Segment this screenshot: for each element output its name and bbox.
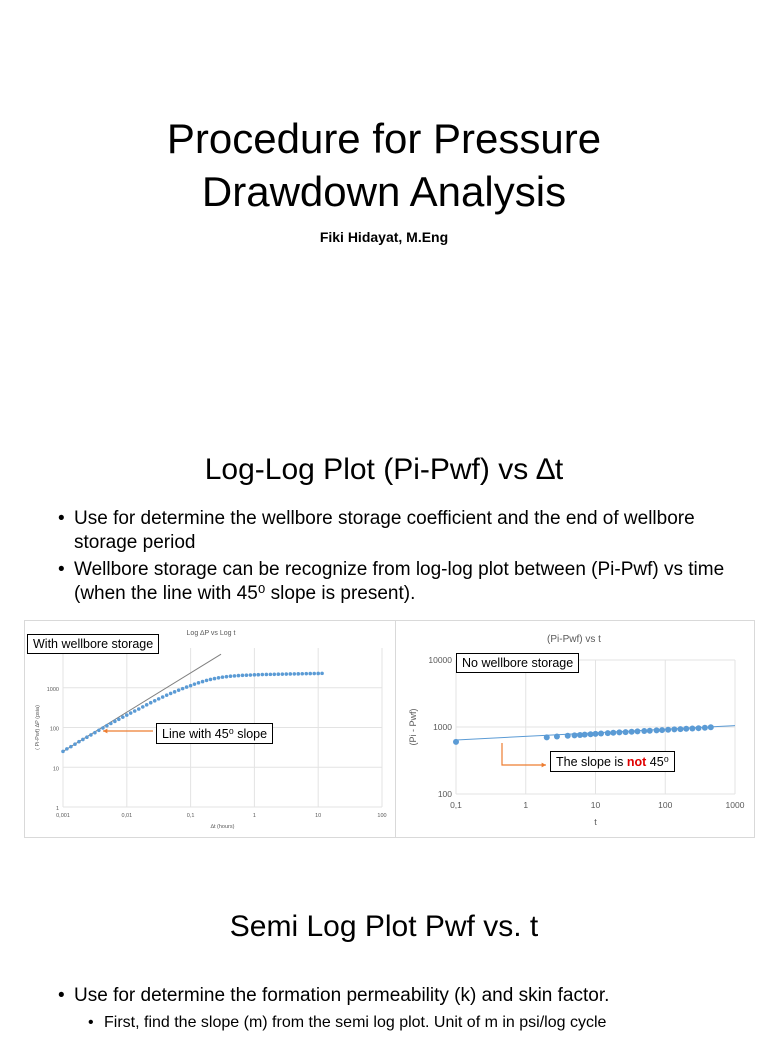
- data-point: [683, 726, 689, 732]
- bullet-item: • Use for determine the formation permeability (k) and skin factor.: [58, 984, 748, 1008]
- slide2-bullets: [58, 507, 748, 609]
- data-point: [641, 728, 647, 734]
- data-point: [65, 747, 69, 751]
- data-point: [221, 675, 225, 679]
- data-point: [598, 730, 604, 736]
- data-point: [572, 732, 578, 738]
- y-tick-label: 100: [49, 726, 59, 733]
- slide2-title: Log-Log Plot (Pi-Pwf) vs ∆t: [204, 453, 564, 486]
- data-point: [173, 690, 177, 694]
- data-point: [233, 674, 237, 678]
- data-point: [623, 729, 629, 735]
- callout-text-emphasis: not: [626, 755, 647, 769]
- data-point: [702, 725, 708, 731]
- slide3-sub-bullets: [88, 1011, 768, 1038]
- data-point: [296, 672, 300, 676]
- data-point: [201, 680, 205, 684]
- data-point: [81, 738, 85, 742]
- data-point: [312, 672, 316, 676]
- data-point: [157, 697, 161, 701]
- data-point: [634, 728, 640, 734]
- data-point: [125, 713, 129, 717]
- callout-no-wellbore-storage: No wellbore storage: [456, 653, 579, 673]
- slide3-title: Semi Log Plot Pwf vs. t: [229, 910, 539, 943]
- y-tick-label: 1000: [433, 722, 452, 732]
- data-point: [217, 676, 221, 680]
- data-point: [629, 729, 635, 735]
- data-point: [292, 672, 296, 676]
- callout-arrow-right: [502, 743, 546, 765]
- data-point: [89, 733, 93, 737]
- data-point: [272, 672, 276, 676]
- x-tick-label: 1: [523, 800, 529, 810]
- data-point: [161, 695, 165, 699]
- data-point: [137, 707, 141, 711]
- data-point: [610, 730, 616, 736]
- x-tick-label: 0,1: [186, 813, 195, 819]
- data-point: [269, 673, 273, 677]
- data-point: [113, 720, 117, 724]
- data-point: [141, 705, 145, 709]
- data-point: [177, 688, 181, 692]
- data-point: [605, 730, 611, 736]
- y-axis-label: (Pi - Pwf): [408, 708, 418, 746]
- data-point: [185, 685, 189, 689]
- data-point: [237, 674, 241, 678]
- data-point: [229, 674, 233, 678]
- author-name: Fiki Hidayat, M.Eng: [319, 229, 449, 245]
- data-point: [189, 684, 193, 688]
- data-point: [265, 673, 269, 677]
- x-axis-label: ∆t (hours): [210, 824, 235, 830]
- data-point: [97, 729, 101, 733]
- data-point: [665, 727, 671, 733]
- data-point: [593, 731, 599, 737]
- data-point: [213, 677, 217, 681]
- slide3-bullets: [58, 984, 748, 1011]
- data-point: [77, 740, 81, 744]
- data-point: [129, 711, 133, 715]
- pi-pwf-chart-panel: [395, 620, 755, 838]
- data-point: [554, 734, 560, 740]
- data-point: [565, 733, 571, 739]
- data-point: [320, 672, 324, 676]
- y-axis-label: ( Pi-Pwf) ∆P (psia): [35, 705, 41, 750]
- data-point: [105, 724, 109, 728]
- y-tick-label: 100: [437, 789, 452, 799]
- slide-title-line-2: Drawdown Analysis: [201, 168, 567, 215]
- data-point: [93, 731, 97, 735]
- slide-title: [0, 112, 768, 218]
- data-point: [73, 742, 77, 746]
- data-point: [582, 732, 588, 738]
- callout-text-pre: The slope is: [556, 755, 627, 769]
- data-point: [149, 701, 153, 705]
- x-tick-label: 0,01: [121, 813, 133, 819]
- data-point: [249, 673, 253, 677]
- data-point: [153, 699, 157, 703]
- y-tick-label: 1: [55, 806, 59, 812]
- data-point: [205, 679, 209, 683]
- data-point: [101, 726, 105, 730]
- chart-title: Log ∆P vs Log t: [186, 630, 236, 637]
- data-point: [453, 739, 459, 745]
- x-tick-label: 10: [315, 813, 322, 819]
- data-point: [677, 726, 683, 732]
- data-point: [225, 675, 229, 679]
- data-point: [193, 682, 197, 686]
- data-point: [85, 735, 89, 739]
- data-point: [69, 745, 73, 749]
- data-point: [117, 717, 121, 721]
- data-point: [277, 672, 281, 676]
- data-point: [316, 672, 320, 676]
- data-point: [654, 727, 660, 733]
- data-point: [308, 672, 312, 676]
- data-point: [245, 673, 249, 677]
- data-point: [253, 673, 257, 677]
- x-tick-label: 1: [252, 813, 256, 819]
- x-tick-label: 100: [377, 813, 387, 819]
- data-point: [671, 726, 677, 732]
- callout-slope-not-45: [550, 751, 675, 772]
- x-tick-label: 0,001: [56, 813, 70, 819]
- data-point: [241, 674, 245, 678]
- callout-arrow-right-head: [542, 763, 546, 768]
- x-tick-label: 1000: [725, 800, 745, 810]
- sub-bullet-item: • First, find the slope (m) from the semi log plot. Unit of m in psi/log cycle: [88, 1011, 768, 1035]
- data-point: [145, 703, 149, 707]
- x-tick-label: 10: [590, 800, 601, 810]
- data-point: [616, 729, 622, 735]
- loglog-chart-panel: [24, 620, 396, 838]
- callout-with-wellbore-storage: With wellbore storage: [27, 634, 159, 654]
- data-point: [181, 687, 185, 691]
- y-tick-label: 1000: [46, 686, 59, 693]
- data-point: [647, 728, 653, 734]
- data-point: [659, 727, 665, 733]
- slide-title-line-1: Procedure for Pressure: [166, 115, 602, 162]
- data-point: [708, 724, 714, 730]
- bullet-item: • Use for determine the wellbore storage coefficient and the end of wellbore storage period: [58, 507, 748, 555]
- data-point: [288, 672, 292, 676]
- data-point: [165, 693, 169, 697]
- chart-title: (Pi-Pwf) vs t: [547, 634, 601, 645]
- x-tick-label: 0,1: [450, 800, 462, 810]
- data-point: [261, 673, 265, 677]
- data-point: [304, 672, 308, 676]
- data-point: [544, 734, 550, 740]
- callout-45-slope: Line with 45⁰ slope: [156, 723, 273, 744]
- data-point: [197, 681, 201, 685]
- y-tick-label: 10000: [428, 655, 452, 665]
- data-point: [284, 672, 288, 676]
- data-point: [169, 692, 173, 696]
- data-point: [133, 709, 137, 713]
- data-point: [256, 673, 260, 677]
- data-point: [689, 725, 695, 731]
- data-point: [696, 725, 702, 731]
- x-tick-label: 100: [658, 800, 673, 810]
- data-point: [109, 722, 113, 726]
- callout-text-post: 45⁰: [646, 755, 669, 769]
- data-point: [61, 750, 65, 754]
- data-point: [281, 672, 285, 676]
- y-tick-label: 10: [52, 766, 59, 773]
- data-point: [121, 715, 125, 719]
- data-point: [209, 678, 213, 682]
- bullet-item: • Wellbore storage can be recognize from log-log plot between (Pi-Pwf) vs time (when the line with 45⁰ slope is present).: [58, 558, 748, 606]
- data-point: [300, 672, 304, 676]
- x-axis-label: t: [594, 817, 597, 827]
